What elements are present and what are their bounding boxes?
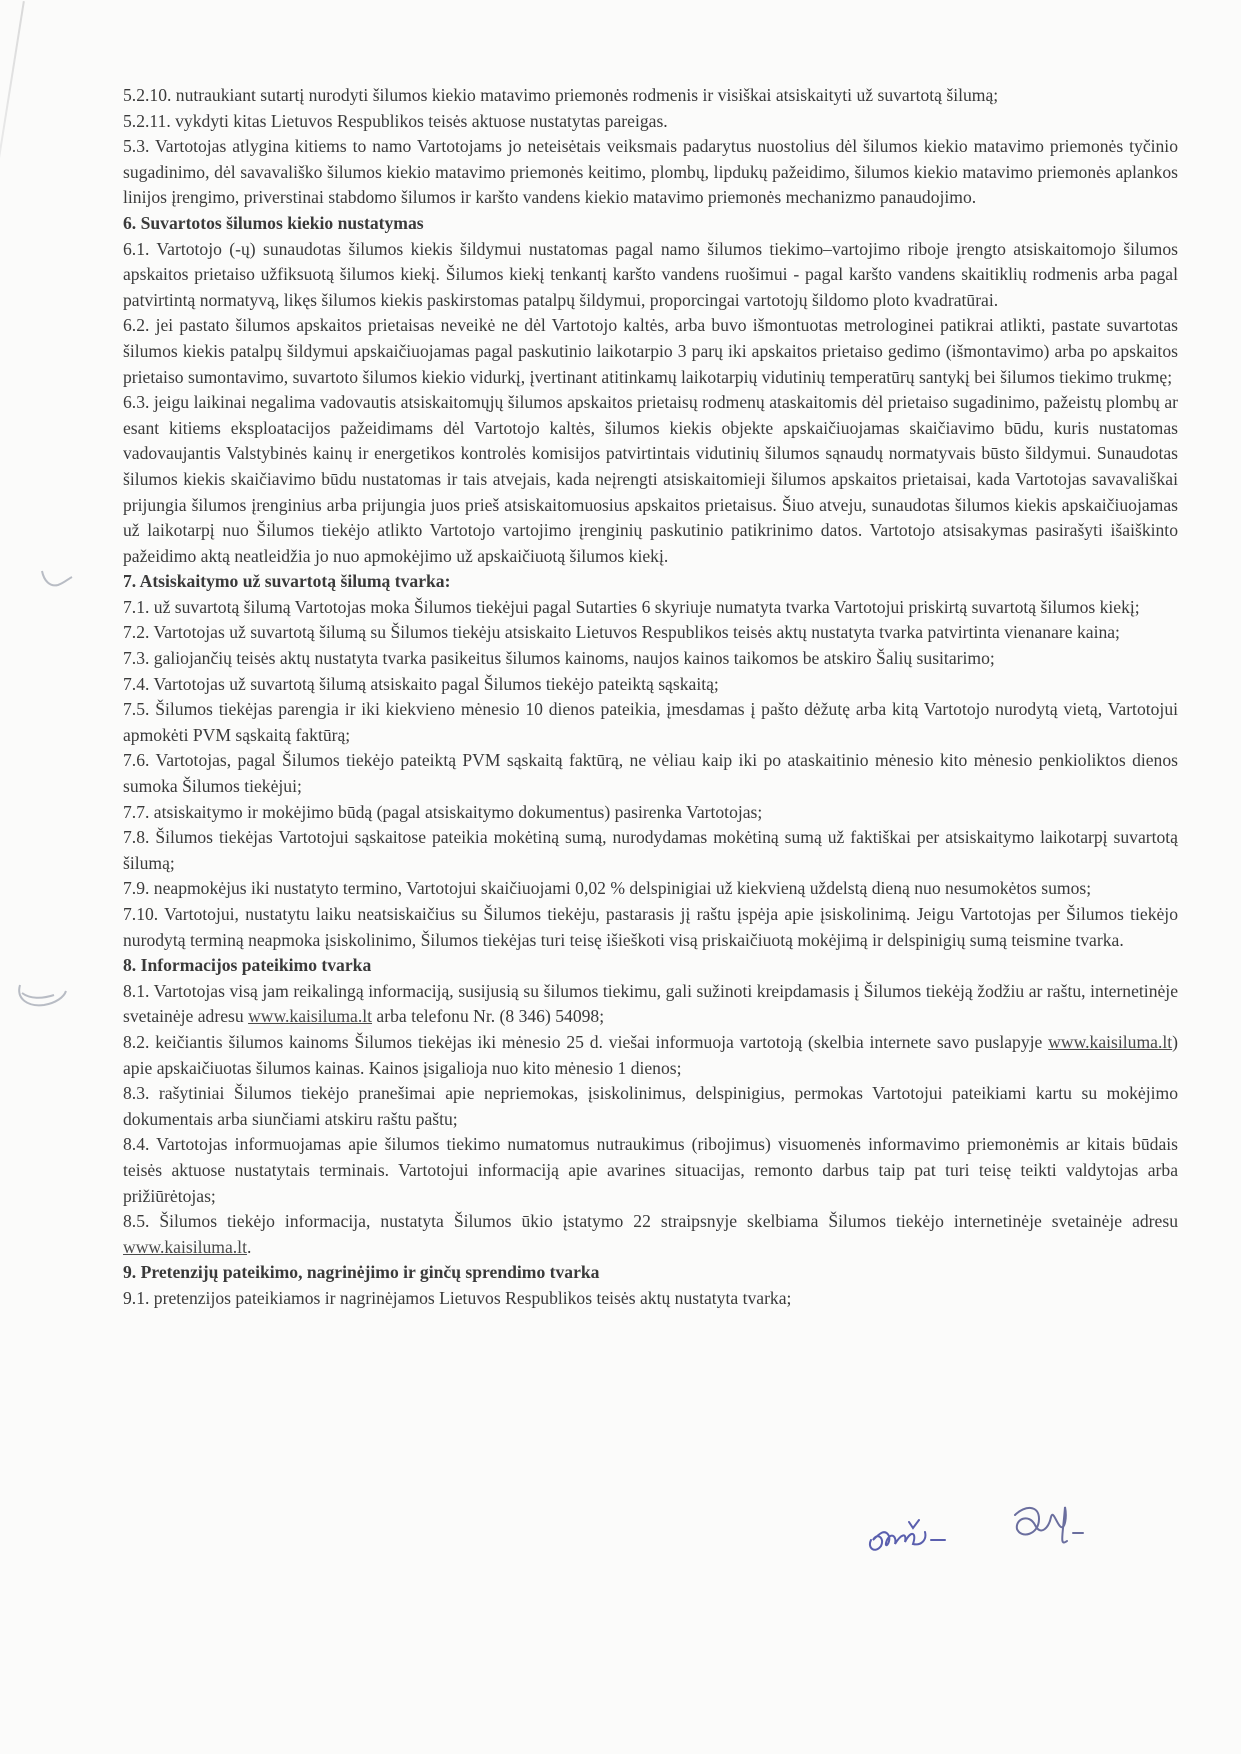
- text-segment: 5.2.11. vykdyti kitas Lietuvos Respublikos teisės aktuose nustatytas pareigas.: [123, 110, 668, 131]
- text-segment: 7.4. Vartotojas už suvartotą šilumą atsiskaito pagal Šilumos tiekėjo pateiktą sąskaitą;: [123, 673, 719, 694]
- document-body: [123, 83, 1178, 1312]
- paragraph: [123, 697, 1178, 748]
- paragraph: [123, 83, 1178, 109]
- margin-line: [0, 1, 25, 189]
- text-segment: .: [246, 1236, 252, 1257]
- paragraph: [123, 134, 1178, 211]
- paragraph: [123, 237, 1178, 314]
- text-segment: 6.3. jeigu laikinai negalima vadovautis atsiskaitomųjų šilumos apskaitos prietaisų rodmenų ataskaitomis dėl prietaiso sugadinimo, pažeistų plombų ar esant kitiems eksploatacijos pažeidimams dėl Vartotojo kaltės, šilumos kiekis objekte apskaičiuojamas skaičiavimo būdu, kuris nustatomas vadovaujantis Valstybinės kainų ir energetikos kontrolės komisijos patvirtintais vidutinių šilumos sąnaudų normatyvais būsto šildymui. Sunaudotas šilumos kiekis skaičiavimo būdu nustatomas ir tais atvejais, kada neįrengti atsiskaitomieji šilumos apskaitos prietaisai, kada Vartotojas savavališkai prijungia šilumos įrenginius arba prijungia juos prieš atsiskaitomuosius apskaitos prietaisus. Šiuo atveju, sunaudotas šilumos kiekis apskaičiuojamas už laikotarpį nuo Šilumos tiekėjo atlikto Vartotojo vartojimo įrenginių paskutinio patikrinimo datos. Vartotojo atsisakymas pasirašyti išaiškinto pažeidimo aktą neatleidžia jo nuo apmokėjimo už apskaičiuotą šilumos kiekį.: [123, 392, 1178, 566]
- text-segment: 7. Atsiskaitymo už suvartotą šilumą tvarka:: [123, 571, 451, 592]
- paragraph: [123, 1081, 1178, 1132]
- text-segment: 8.2. keičiantis šilumos kainoms Šilumos tiekėjas iki mėnesio 25 d. viešai informuoja vartotoją (skelbia internete savo puslapyje: [123, 1031, 1049, 1052]
- paragraph: [123, 979, 1178, 1030]
- paragraph: [123, 390, 1178, 569]
- text-segment: 6.1. Vartotojo (-ų) sunaudotas šilumos kiekis šildymui nustatomas pagal namo šilumos tiekimo–vartojimo riboje įrengto atsiskaitomojo šilumos apskaitos prietaiso užfiksuotą šilumos kiekį. Šilumos kiekį tenkantį karšto vandens ruošimui - pagal karšto vandens skaitiklių rodmenis arba pagal patvirtintą normatyvą, likęs šilumos kiekis paskirstomas patalpų šildymui, proporcingai vartotojų šildomo ploto kvadratūrai.: [123, 238, 1178, 310]
- paragraph: [123, 800, 1178, 826]
- section-heading: [123, 1260, 1178, 1286]
- paragraph: [123, 1132, 1178, 1209]
- text-segment: 7.3. galiojančių teisės aktų nustatyta tvarka pasikeitus šilumos kainoms, naujos kainos taikomos be atskiro Šalių susitarimo;: [123, 648, 995, 669]
- paragraph: [123, 1286, 1178, 1312]
- section-heading: [123, 569, 1178, 595]
- paragraph: [123, 620, 1178, 646]
- text-segment: 7.1. už suvartotą šilumą Vartotojas moka Šilumos tiekėjui pagal Sutarties 6 skyriuje numatyta tvarka Vartotojui priskirtą suvartotą šilumos kiekį;: [123, 596, 1140, 617]
- text-segment: 7.2. Vartotojas už suvartotą šilumą su Šilumos tiekėju atsiskaito Lietuvos Respublikos teisės aktų nustatyta tvarka patvirtinta vienanare kaina;: [123, 622, 1120, 643]
- text-segment: 7.9. neapmokėjus iki nustatyto termino, Vartotojui skaičiuojami 0,02 % delspinigiai už kiekvieną uždelstą dieną nuo nesumokėtos sumos;: [123, 878, 1092, 899]
- paragraph: [123, 748, 1178, 799]
- text-segment: 7.6. Vartotojas, pagal Šilumos tiekėjo pateiktą PVM sąskaitą faktūrą, ne vėliau kaip iki po ataskaitinio mėnesio kito mėnesio penkioliktos dienos sumoka Šilumos tiekėjui;: [123, 750, 1178, 797]
- section-heading: [123, 953, 1178, 979]
- paragraph: [123, 109, 1178, 135]
- margin-loop-mark: [14, 975, 70, 1015]
- website-link[interactable]: www.kaisiluma.lt: [248, 1006, 373, 1027]
- signature-left: [865, 1510, 965, 1558]
- paragraph: [123, 646, 1178, 672]
- text-segment: 8.1. Vartotojas visą jam reikalingą informaciją, susijusią su šilumos tiekimu, gali sužinoti kreipdamasis į Šilumos tiekėją žodžiu ar raštu, internetinėje svetainėje adresu: [123, 980, 1178, 1027]
- text-segment: ) apie apskaičiuotas šilumos kainas. Kainos įsigalioja nuo kito mėnesio 1 dienos;: [123, 1031, 1178, 1078]
- text-segment: 9. Pretenzijų pateikimo, nagrinėjimo ir ginčų sprendimo tvarka: [123, 1262, 600, 1283]
- text-segment: 7.8. Šilumos tiekėjas Vartotojui sąskaitose pateikia mokėtiną sumą, nurodydamas mokėtiną sumą už faktiškai per atsiskaitymo laikotarpį suvartotą šilumą;: [123, 827, 1178, 873]
- signature-right: [1005, 1495, 1095, 1555]
- text-segment: 8.3. rašytiniai Šilumos tiekėjo pranešimai apie nepriemokas, įsiskolinimus, delspinigius, permokas Vartotojui pateikiami kartu su mokėjimo dokumentais arba siunčiami atskiru raštu paštu;: [123, 1083, 1178, 1129]
- text-segment: 5.3. Vartotojas atlygina kitiems to namo Vartotojams jo neteisėtais veiksmais padarytus nuostolius dėl šilumos kiekio matavimo priemonės tyčinio sugadinimo, dėl savavališko šilumos kiekio matavimo priemonės keitimo, plombų, lipdukų pažeidimo, šilumos kiekio matavimo priemonės aplankos linijos įrengimo, priverstinai stabdomo šilumos ir karšto vandens kiekio matavimo priemonės mechanizmo panaudojimo.: [123, 136, 1178, 208]
- text-segment: 9.1. pretenzijos pateikiamos ir nagrinėjamos Lietuvos Respublikos teisės aktų nustatyta tvarka;: [123, 1287, 792, 1308]
- paragraph: [123, 672, 1178, 698]
- text-segment: 8. Informacijos pateikimo tvarka: [123, 955, 372, 976]
- paragraph: [123, 313, 1178, 390]
- paragraph: [123, 1209, 1178, 1260]
- paragraph: [123, 876, 1178, 902]
- text-segment: 7.10. Vartotojui, nustatytu laiku neatsiskaičius su Šilumos tiekėju, pastarasis jį raštu įspėja apie įsiskolinimą. Jeigu Vartotojas per Šilumos tiekėjo nurodytą terminą neapmoka įsiskolinimo, Šilumos tiekėjas turi teisę išieškoti visą priskaičiuotą mokėjimą ir delspinigių sumą teismine tvarka.: [123, 904, 1178, 950]
- paragraph: [123, 902, 1178, 953]
- text-segment: arba telefonu Nr. (8 346) 54098;: [372, 1006, 605, 1027]
- section-heading: [123, 211, 1178, 237]
- text-segment: 6.2. jei pastato šilumos apskaitos prietaisas neveikė ne dėl Vartotojo kaltės, arba buvo išmontuotas metrologinei patikrai atlikti, pastate suvartotas šilumos kiekis patalpų šildymui apskaičiuojamas pagal paskutinio laikotarpio 3 parų iki apskaitos prietaiso gedimo (išmontavimo) arba po apskaitos prietaiso sumontavimo, suvartoto šilumos kiekio vidurkį, įvertinant atitinkamų laikotarpių vidutinių temperatūrų santykį bei šilumos tiekimo trukmę;: [123, 315, 1178, 387]
- text-segment: 8.4. Vartotojas informuojamas apie šilumos tiekimo numatomus nutraukimus (ribojimus) visuomenės informavimo priemonėmis ar kitais būdais teisės aktuose nustatytais terminais. Vartotojui informaciją apie avarines situacijas, remonto darbus taip pat turi teisę teikti valdytojas arba prižiūrėtojas;: [123, 1134, 1178, 1206]
- paragraph: [123, 595, 1178, 621]
- text-segment: 7.5. Šilumos tiekėjas parengia ir iki kiekvieno mėnesio 10 dienos pateikia, įmesdamas į pašto dėžutę arba kitą Vartotojo nurodytą vietą, Vartotojui apmokėti PVM sąskaitą faktūrą;: [123, 699, 1178, 745]
- text-segment: 8.5. Šilumos tiekėjo informacija, nustatyta Šilumos ūkio įstatymo 22 straipsnyje skelbiama Šilumos tiekėjo internetinėje svetainėje adresu: [123, 1211, 1178, 1232]
- text-segment: 7.7. atsiskaitymo ir mokėjimo būdą (pagal atsiskaitymo dokumentus) pasirenka Vartotojas;: [123, 801, 763, 822]
- website-link[interactable]: www.kaisiluma.lt: [123, 1236, 247, 1257]
- text-segment: 6. Suvartotos šilumos kiekio nustatymas: [123, 212, 424, 233]
- margin-check-mark: [38, 565, 78, 595]
- website-link[interactable]: www.kaisiluma.lt: [1048, 1031, 1173, 1052]
- text-segment: 5.2.10. nutraukiant sutartį nurodyti šilumos kiekio matavimo priemonės rodmenis ir visiškai atsiskaityti už suvartotą šilumą;: [123, 85, 999, 105]
- paragraph: [123, 825, 1178, 876]
- paragraph: [123, 1030, 1178, 1081]
